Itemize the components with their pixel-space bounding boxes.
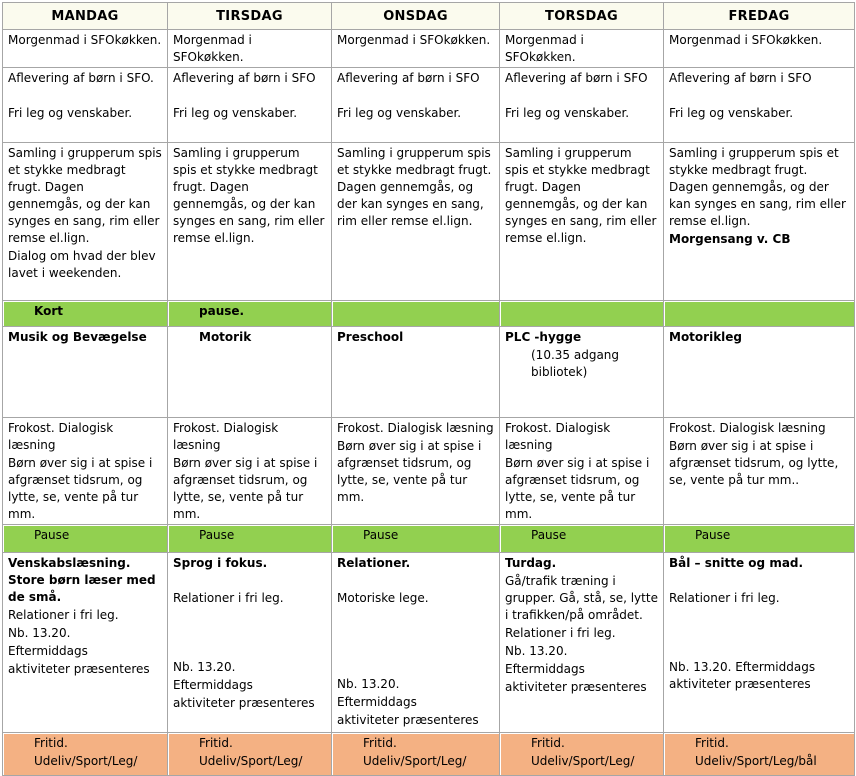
cell-samling-tirsdag (168, 143, 332, 301)
schedule-text: Frokost. Dialogisk læsning (505, 421, 611, 452)
blank-line (333, 607, 498, 624)
schedule-text: Børn øver sig i at spise i afgrænset tidsrum, og lytte, se, vente på tur mm. (173, 456, 318, 521)
cell-formiddag-tirsdag (168, 327, 332, 418)
schedule-text: Aflevering af børn i SFO (669, 71, 812, 85)
schedule-text: Udeliv/Sport/Leg/ (199, 754, 303, 768)
schedule-text: Børn øver sig i at spise i afgrænset tidsrum, og lytte, se, vente på tur mm. (8, 456, 153, 521)
table-row-formiddag (3, 327, 855, 418)
schedule-text: Relationer i fri leg. (173, 591, 284, 605)
blank-line (333, 624, 498, 641)
blank-line (169, 87, 330, 104)
blank-line (333, 641, 498, 658)
table-row-morgenmad (3, 30, 855, 68)
blank-line (169, 572, 330, 589)
schedule-text: Fri leg og venskaber. (8, 106, 133, 120)
cell-fritid-mandag (3, 733, 168, 776)
cell-aflevering-torsdag (500, 68, 664, 143)
activity-title: Sprog i fokus. (173, 556, 268, 570)
blank-line (169, 607, 330, 624)
schedule-text: Morgenmad i SFOkøkken. (173, 33, 252, 64)
schedule-text: Dialog om hvad der blev lavet i weekenden. (8, 249, 156, 280)
cell-eftermiddag-tirsdag (168, 553, 332, 733)
schedule-text: Pause (363, 528, 399, 542)
cell-frokost-torsdag (500, 418, 664, 525)
schedule-text: Fri leg og venskaber. (669, 106, 794, 120)
blank-line (665, 87, 853, 104)
header-cell-torsdag: TORSDAG (500, 3, 664, 30)
blank-line (4, 87, 166, 104)
table-row-kort-pause (3, 301, 855, 327)
table-row-samling (3, 143, 855, 301)
activity-title: Relationer. (337, 556, 411, 570)
activity-title: Musik og Bevægelse (8, 330, 147, 344)
schedule-text: Samling i grupperum spis et stykke medbragt frugt. Dagen gennemgås, og der kan synges en sang, rim eller remse el.lign. (505, 146, 657, 245)
cell-eftermiddag-onsdag (332, 553, 500, 733)
activity-title: Morgensang v. CB (669, 232, 791, 246)
activity-title: Motorik (199, 330, 252, 344)
weekday-header-row (3, 3, 855, 30)
schedule-text: Pause (695, 528, 731, 542)
schedule-text: Nb. 13.20. (173, 660, 236, 674)
activity-title: Motorikleg (669, 330, 743, 344)
schedule-text: Nb. 13.20. (505, 644, 568, 658)
cell-frokost-tirsdag (168, 418, 332, 525)
cell-morgenmad-onsdag (332, 30, 500, 68)
schedule-text: Morgenmad i SFOkøkken. (505, 33, 584, 64)
table-row-aflevering (3, 68, 855, 143)
cell-fritid-onsdag (332, 733, 500, 776)
schedule-text: Fri leg og venskaber. (337, 106, 462, 120)
activity-title: pause. (199, 304, 245, 318)
cell-kort-pause-torsdag (500, 301, 664, 327)
cell-kort-pause-onsdag (332, 301, 500, 327)
schedule-text: Samling i grupperum spis et stykke medbragt frugt. Dagen gennemgås, og der kan synges en sang, rim eller remse el.lign. (173, 146, 325, 245)
schedule-text: Eftermiddags (173, 678, 253, 692)
table-row-fritid (3, 733, 855, 776)
cell-morgenmad-torsdag (500, 30, 664, 68)
cell-kort-pause-mandag (3, 301, 168, 327)
cell-samling-onsdag (332, 143, 500, 301)
document-page (2, 2, 854, 776)
cell-frokost-mandag (3, 418, 168, 525)
schedule-text: Udeliv/Sport/Leg/ (531, 754, 635, 768)
schedule-text: Frokost. Dialogisk læsning (337, 421, 494, 435)
cell-samling-mandag (3, 143, 168, 301)
blank-line (169, 624, 330, 641)
schedule-text: Børn øver sig i at spise i afgrænset tidsrum, og lytte, se, vente på tur mm. (337, 439, 482, 504)
cell-morgenmad-fredag (664, 30, 855, 68)
weekly-schedule-table (2, 2, 855, 776)
cell-formiddag-onsdag (332, 327, 500, 418)
schedule-text: Morgenmad i SFOkøkken. (337, 33, 491, 47)
header-cell-onsdag: ONSDAG (332, 3, 500, 30)
cell-aflevering-fredag (664, 68, 855, 143)
schedule-text: (10.35 adgang bibliotek) (531, 348, 620, 379)
cell-formiddag-mandag (3, 327, 168, 418)
cell-morgenmad-tirsdag (168, 30, 332, 68)
blank-line (501, 87, 662, 104)
schedule-text: Fritid. (695, 736, 729, 750)
schedule-text: Udeliv/Sport/Leg/bål (695, 754, 817, 768)
cell-kort-pause-tirsdag (168, 301, 332, 327)
activity-title: Preschool (337, 330, 404, 344)
table-row-frokost (3, 418, 855, 525)
schedule-text: Relationer i fri leg. (505, 626, 616, 640)
cell-fritid-fredag (664, 733, 855, 776)
blank-line (665, 607, 853, 624)
schedule-text: Pause (531, 528, 567, 542)
schedule-text: Samling i grupperum spis et stykke medbragt frugt. Dagen gennemgås, og der kan synges en sang, rim eller remse el.lign. (337, 146, 492, 228)
cell-pause-torsdag (500, 525, 664, 553)
schedule-text: Pause (34, 528, 70, 542)
schedule-text: Nb. 13.20. (337, 677, 400, 691)
schedule-text: Fritid. (199, 736, 233, 750)
schedule-text: Fri leg og venskaber. (173, 106, 298, 120)
schedule-text: Fritid. (34, 736, 68, 750)
schedule-text: Eftermiddags (8, 644, 88, 658)
schedule-text: aktiviteter præsenteres (337, 713, 479, 727)
schedule-text: Gå/trafik træning i grupper. Gå, stå, se, lytte i trafikken/på området. (505, 574, 658, 622)
cell-aflevering-tirsdag (168, 68, 332, 143)
activity-title: Turdag. (505, 556, 557, 570)
cell-samling-fredag (664, 143, 855, 301)
cell-aflevering-onsdag (332, 68, 500, 143)
cell-fritid-torsdag (500, 733, 664, 776)
schedule-text: Frokost. Dialogisk læsning (669, 421, 826, 435)
activity-title: Kort (34, 304, 63, 318)
cell-frokost-fredag (664, 418, 855, 525)
blank-line (665, 572, 853, 589)
schedule-text: Morgenmad i SFOkøkken. (8, 33, 162, 47)
cell-pause-tirsdag (168, 525, 332, 553)
schedule-text: Nb. 13.20. Eftermiddags aktiviteter præsenteres (669, 660, 816, 691)
header-cell-mandag: MANDAG (3, 3, 168, 30)
cell-morgenmad-mandag (3, 30, 168, 68)
blank-line (333, 658, 498, 675)
cell-frokost-onsdag (332, 418, 500, 525)
cell-pause-onsdag (332, 525, 500, 553)
schedule-text: Fri leg og venskaber. (505, 106, 630, 120)
header-cell-fredag: FREDAG (664, 3, 855, 30)
schedule-text: Udeliv/Sport/Leg/ (34, 754, 138, 768)
cell-eftermiddag-fredag (664, 553, 855, 733)
schedule-text: Børn øver sig i at spise i afgrænset tidsrum, og lytte, se, vente på tur mm. (505, 456, 650, 521)
cell-formiddag-torsdag (500, 327, 664, 418)
schedule-text: Aflevering af børn i SFO. (8, 71, 154, 85)
schedule-text: Morgenmad i SFOkøkken. (669, 33, 823, 47)
schedule-text: Udeliv/Sport/Leg/ (363, 754, 467, 768)
blank-line (665, 624, 853, 641)
schedule-text: Eftermiddags (505, 662, 585, 676)
cell-samling-torsdag (500, 143, 664, 301)
schedule-text: Aflevering af børn i SFO (505, 71, 648, 85)
cell-pause-fredag (664, 525, 855, 553)
header-cell-tirsdag: TIRSDAG (168, 3, 332, 30)
schedule-text: aktiviteter præsenteres (505, 680, 647, 694)
cell-formiddag-fredag (664, 327, 855, 418)
activity-title: Venskabslæsning. Store børn læser med de små. (8, 556, 156, 604)
blank-line (333, 572, 498, 589)
blank-line (169, 641, 330, 658)
schedule-text: Relationer i fri leg. (669, 591, 780, 605)
schedule-text: Pause (199, 528, 235, 542)
blank-line (665, 641, 853, 658)
cell-fritid-tirsdag (168, 733, 332, 776)
schedule-text: Relationer i fri leg. (8, 608, 119, 622)
activity-title: Bål – snitte og mad. (669, 556, 804, 570)
schedule-text: Frokost. Dialogisk læsning (8, 421, 114, 452)
table-row-eftermiddag (3, 553, 855, 733)
schedule-text: aktiviteter præsenteres (173, 696, 315, 710)
activity-title: PLC -hygge (505, 330, 582, 344)
schedule-text: Frokost. Dialogisk læsning (173, 421, 279, 452)
cell-pause-mandag (3, 525, 168, 553)
schedule-text: aktiviteter præsenteres (8, 662, 150, 676)
cell-aflevering-mandag (3, 68, 168, 143)
table-row-pause (3, 525, 855, 553)
schedule-text: Samling i grupperum spis et stykke medbragt frugt. Dagen gennemgås, og der kan synges en sang, rim eller remse el.lign. (669, 146, 846, 228)
schedule-text: Børn øver sig i at spise i afgrænset tidsrum, og lytte, se, vente på tur mm.. (669, 439, 839, 487)
schedule-text: Samling i grupperum spis et stykke medbragt frugt. Dagen gennemgås, og der kan synges en sang, rim eller remse el.lign. (8, 146, 162, 245)
schedule-text: Aflevering af børn i SFO (337, 71, 480, 85)
schedule-text: Fritid. (531, 736, 565, 750)
schedule-text: Eftermiddags (337, 695, 417, 709)
cell-kort-pause-fredag (664, 301, 855, 327)
blank-line (333, 87, 498, 104)
cell-eftermiddag-mandag (3, 553, 168, 733)
schedule-text: Motoriske lege. (337, 591, 429, 605)
schedule-text: Fritid. (363, 736, 397, 750)
schedule-text: Aflevering af børn i SFO (173, 71, 316, 85)
cell-eftermiddag-torsdag (500, 553, 664, 733)
schedule-text: Nb. 13.20. (8, 626, 71, 640)
